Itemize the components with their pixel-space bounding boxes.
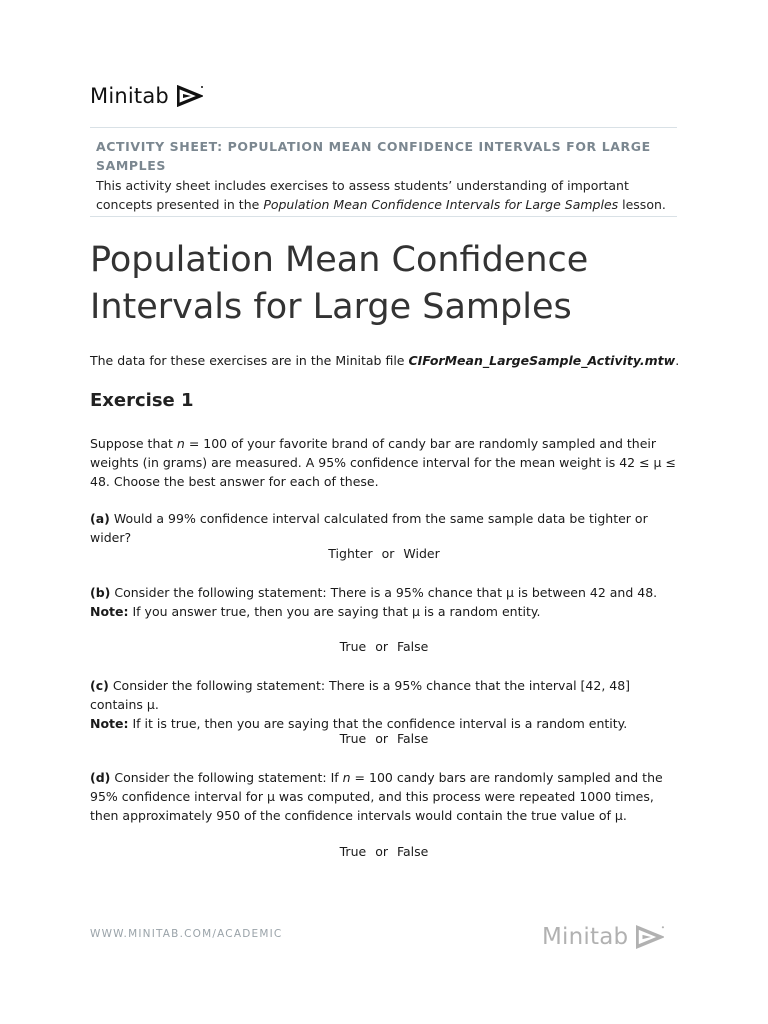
option-or: or (375, 731, 388, 746)
footer-minitab-logo (542, 924, 664, 950)
option-or: or (375, 639, 388, 654)
question-b-label: (b) (90, 585, 111, 600)
logo-text: Minitab (90, 84, 169, 108)
question-d (90, 768, 680, 825)
divider-bottom (90, 216, 677, 217)
option-true[interactable]: True (339, 731, 367, 746)
activity-title: ACTIVITY SHEET: POPULATION MEAN CONFIDENCE INTERVALS FOR LARGE SAMPLES (96, 139, 651, 173)
intro-pre: The data for these exercises are in the Minitab file (90, 353, 409, 368)
question-c-note: If it is true, then you are saying that the confidence interval is a random entity. (128, 716, 628, 731)
activity-description (96, 176, 674, 214)
question-d-text-pre: Consider the following statement: If (110, 770, 343, 785)
footer-logo-text: Minitab (542, 924, 629, 950)
activity-desc-post: lesson. (618, 197, 666, 212)
page-title: Population Mean Confidence Intervals for Large Samples (90, 240, 589, 327)
footer-url[interactable]: WWW.MINITAB.COM/ACADEMIC (90, 928, 283, 940)
minitab-arrow-logo-icon (636, 925, 664, 949)
question-b-text: Consider the following statement: There is a 95% chance that μ is between 42 and 48. (110, 585, 658, 600)
choice-a (90, 546, 678, 561)
minitab-arrow-logo-icon (177, 85, 203, 107)
question-a (90, 509, 680, 547)
intro-post: . (675, 353, 680, 368)
option-false[interactable]: False (396, 639, 429, 654)
choice-d (90, 844, 678, 859)
choice-b (90, 639, 678, 654)
choice-c (90, 731, 678, 746)
question-c-label: (c) (90, 678, 109, 693)
activity-desc-pre: This activity sheet includes exercises to assess students’ understanding of important concepts presented in the (96, 178, 629, 212)
question-a-label: (a) (90, 511, 110, 526)
lead-pre: Suppose that (90, 436, 177, 451)
option-wider[interactable]: Wider (403, 546, 440, 561)
option-tighter[interactable]: Tighter (328, 546, 373, 561)
exercise-lead (90, 434, 680, 491)
question-d-n: n (342, 770, 351, 785)
question-b (90, 583, 680, 621)
divider-top (90, 127, 677, 128)
intro-text (90, 351, 680, 370)
option-or: or (375, 844, 388, 859)
question-c-text: Consider the following statement: There is a 95% chance that the interval [42, 48] contains μ. (90, 678, 631, 712)
question-d-label: (d) (90, 770, 111, 785)
lead-n: n (176, 436, 185, 451)
question-c-note-label: Note: (90, 716, 129, 731)
option-false[interactable]: False (396, 844, 429, 859)
lead-post: = 100 of your favorite brand of candy bar are randomly sampled and their weights (in grams) are measured. A 95% confidence interval for the mean weight is 42 ≤ μ ≤ 48. Choose the best answer for each of these. (90, 436, 676, 489)
question-b-note-label: Note: (90, 604, 129, 619)
question-b-note: If you answer true, then you are saying that μ is a random entity. (128, 604, 541, 619)
data-file-name: CIForMean_LargeSample_Activity.mtw (408, 353, 676, 368)
minitab-logo (90, 84, 203, 108)
exercise-heading: Exercise 1 (90, 390, 194, 411)
option-true[interactable]: True (339, 639, 367, 654)
option-true[interactable]: True (339, 844, 367, 859)
question-d-text-post: = 100 candy bars are randomly sampled and the 95% confidence interval for μ was computed, and this process were repeated 1000 times, then approximately 950 of the confidence intervals would contain the true value of μ. (90, 770, 663, 823)
option-or: or (381, 546, 395, 561)
option-false[interactable]: False (396, 731, 429, 746)
question-a-text: Would a 99% confidence interval calculated from the same sample data be tighter or wider? (90, 511, 648, 545)
activity-desc-italic: Population Mean Confidence Intervals for Large Samples (263, 197, 619, 212)
question-c (90, 676, 680, 733)
